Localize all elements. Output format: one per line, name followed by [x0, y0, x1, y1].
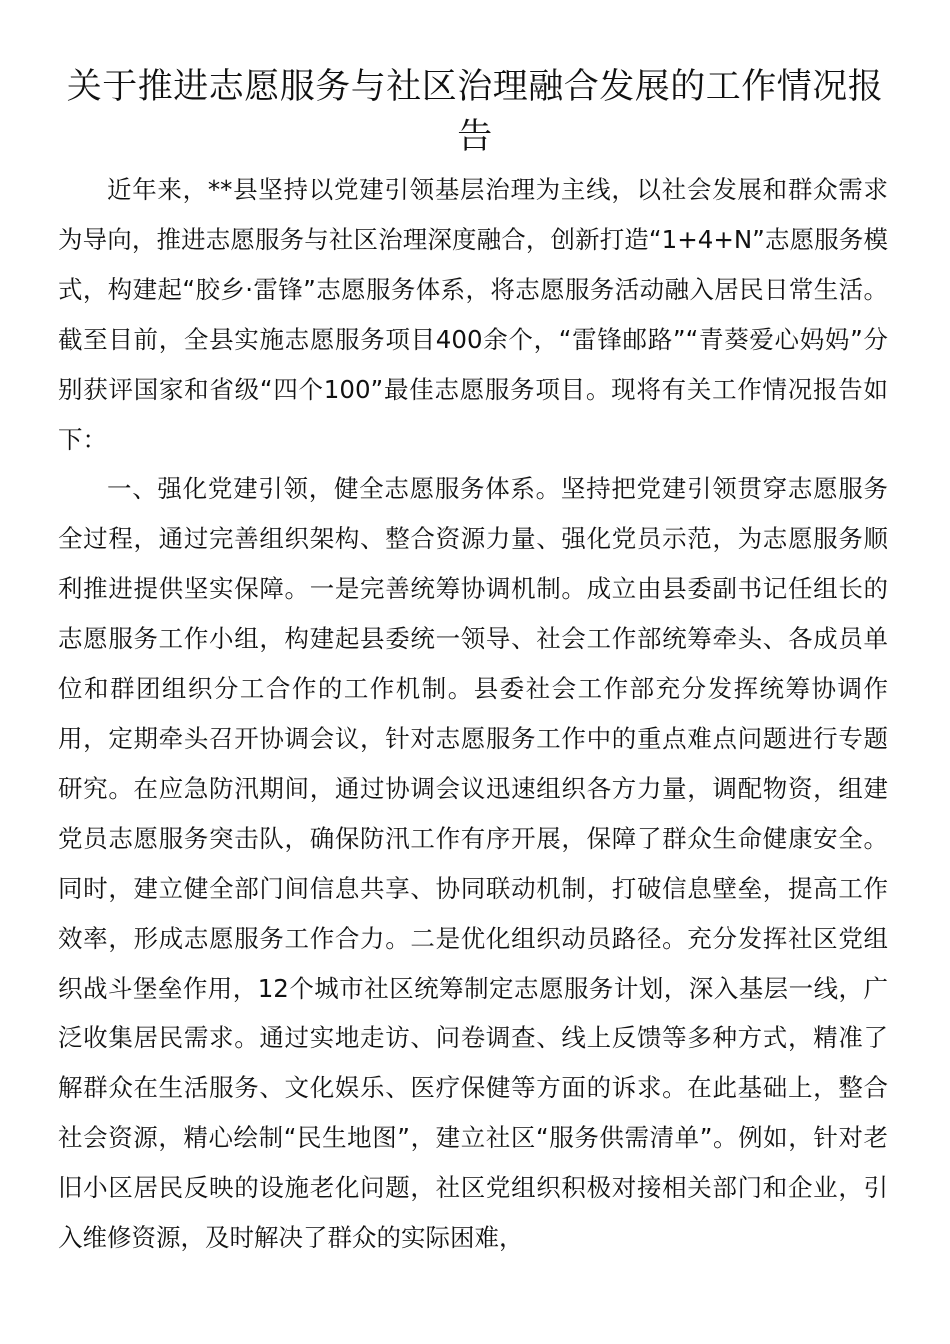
intro-paragraph: 近年来，**县坚持以党建引领基层治理为主线，以社会发展和群众需求为导向，推进志愿服务与社区治理深度融合，创新打造“1+4+N”志愿服务模式，构建起“胶乡·雷锋”志愿服务体系，将志愿服务活动融入居民日常生活。截至目前，全县实施志愿服务项目400余个，“雷锋邮路”“青葵爱心妈妈”分别获评国家和省级“四个100”最佳志愿服务项目。现将有关工作情况报告如下： [58, 175, 888, 454]
document-body [58, 165, 888, 1263]
document-title: 关于推进志愿服务与社区治理融合发展的工作情况报告 [66, 67, 884, 157]
section-one-paragraph: 一、强化党建引领，健全志愿服务体系。坚持把党建引领贯穿志愿服务全过程，通过完善组织架构、整合资源力量、强化党员示范，为志愿服务顺利推进提供坚实保障。一是完善统筹协调机制。成立由县委副书记任组长的志愿服务工作小组，构建起县委统一领导、社会工作部统筹牵头、各成员单位和群团组织分工合作的工作机制。县委社会工作部充分发挥统筹协调作用，定期牵头召开协调会议，针对志愿服务工作中的重点难点问题进行专题研究。在应急防汛期间，通过协调会议迅速组织各方力量，调配物资，组建党员志愿服务突击队，确保防汛工作有序开展，保障了群众生命健康安全。同时，建立健全部门间信息共享、协同联动机制，打破信息壁垒，提高工作效率，形成志愿服务工作合力。二是优化组织动员路径。充分发挥社区党组织战斗堡垒作用，12个城市社区统筹制定志愿服务计划，深入基层一线，广泛收集居民需求。通过实地走访、问卷调查、线上反馈等多种方式，精准了解群众在生活服务、文化娱乐、医疗保健等方面的诉求。在此基础上，整合社会资源，精心绘制“民生地图”，建立社区“服务供需清单”。例如，针对老旧小区居民反映的设施老化问题，社区党组织积极对接相关部门和企业，引入维修资源，及时解决了群众的实际困难， [58, 474, 888, 1253]
